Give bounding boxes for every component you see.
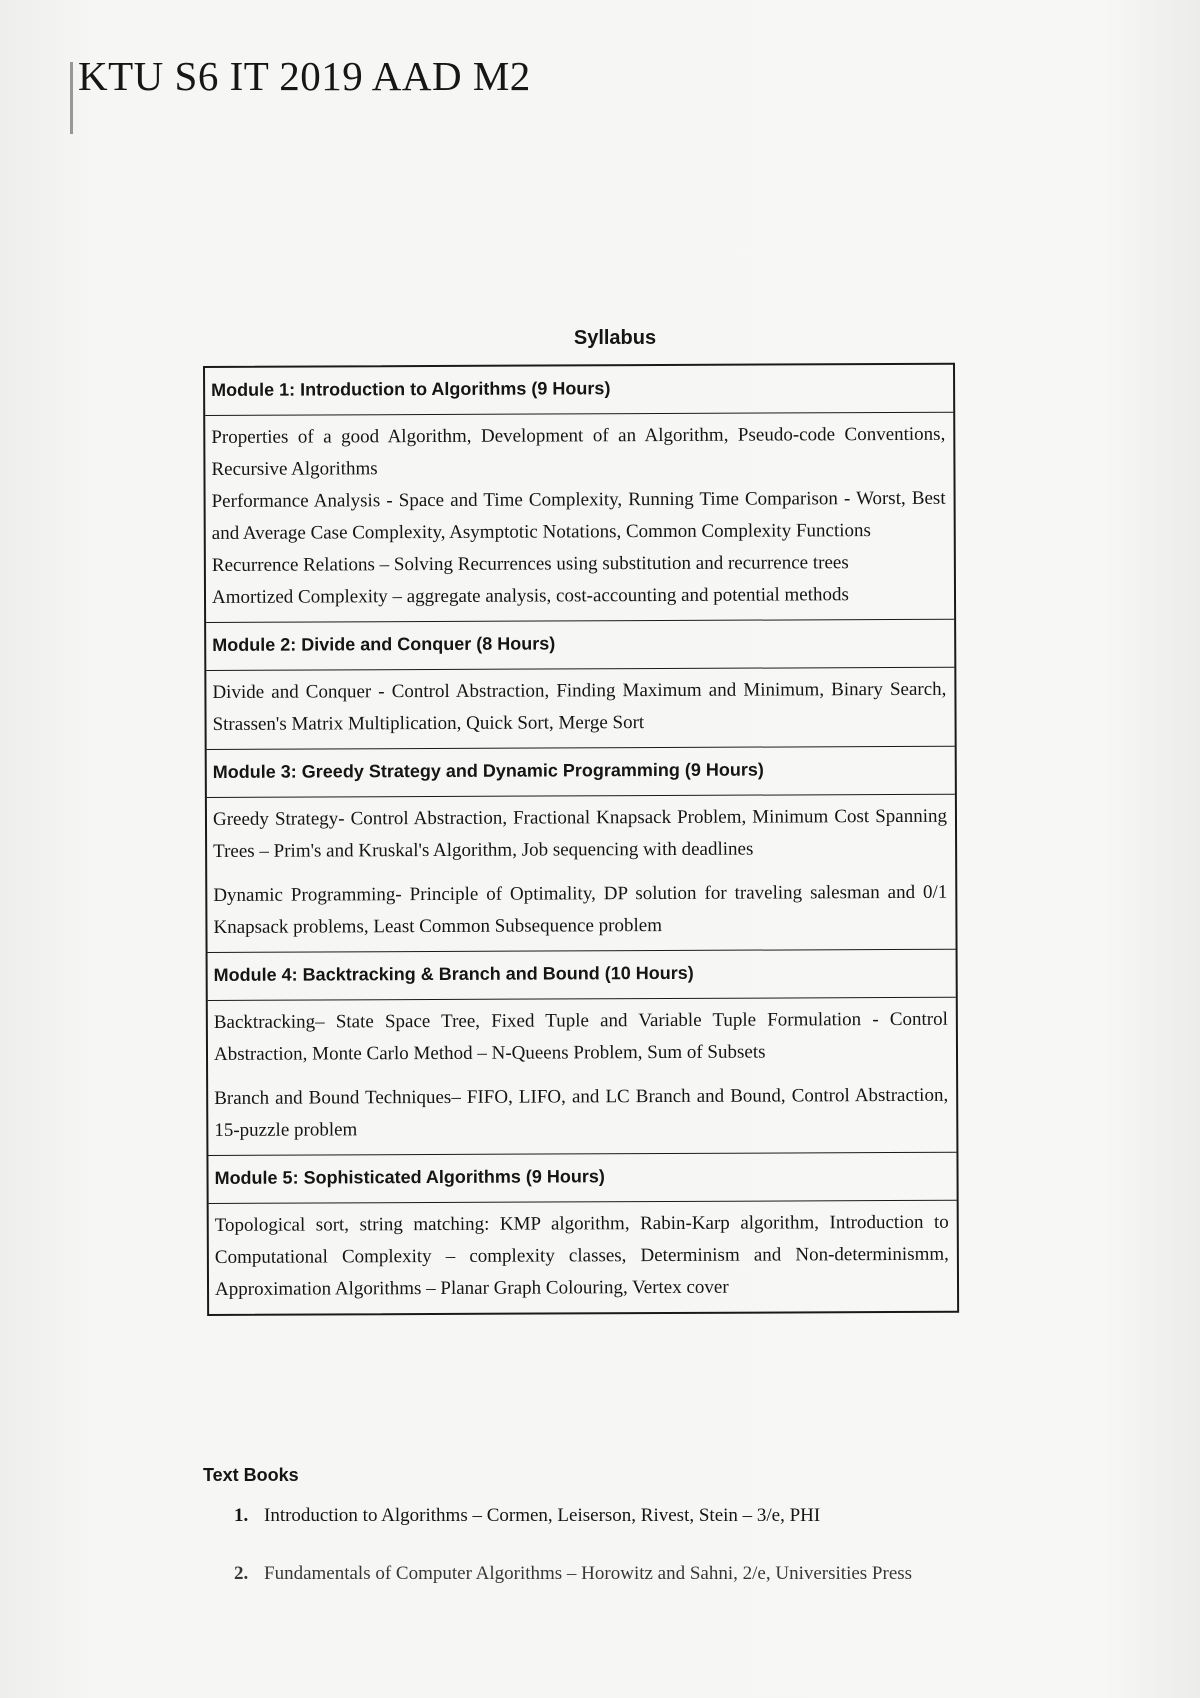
module-4-paragraph: Backtracking– State Space Tree, Fixed Tuple and Variable Tuple Formulation - Control Abstraction, Monte Carlo Method – N-Queens Problem, Sum of Subsets [213, 1008, 948, 1065]
syllabus-heading: Syllabus [573, 327, 657, 349]
module-1-paragraph: Properties of a good Algorithm, Development of an Algorithm, Pseudo-code Conventions, Recursive Algorithms [211, 423, 946, 480]
textbook-text: Introduction to Algorithms – Cormen, Leiserson, Rivest, Stein – 3/e, PHI [264, 1505, 821, 1526]
module-2-paragraph: Divide and Conquer - Control Abstraction, Finding Maximum and Minimum, Binary Search, Strassen's Matrix Multiplication, Quick Sort, Merge Sort [212, 678, 947, 735]
module-3-heading: Module 3: Greedy Strategy and Dynamic Programming (9 Hours) [207, 747, 955, 798]
textbook-number: 1. [234, 1505, 249, 1526]
module-5-paragraph: Topological sort, string matching: KMP algorithm, Rabin-Karp algorithm, Introduction to Computational Complexity – complexity classes, Determinism and Non-determinismm, Approximation Algorithms – Planar Graph Colouring, Vertex cover [214, 1211, 949, 1300]
module-1-paragraph: Recurrence Relations – Solving Recurrences using substitution and recurrence trees [211, 552, 849, 576]
syllabus-table [203, 363, 959, 1316]
textbook-text: Fundamentals of Computer Algorithms – Horowitz and Sahni, 2/e, Universities Press [264, 1563, 913, 1584]
textbook-number: 2. [234, 1563, 249, 1584]
module-2-content [206, 668, 954, 750]
textbook-item [234, 1500, 912, 1558]
module-1-heading: Module 1: Introduction to Algorithms (9 Hours) [205, 365, 953, 416]
module-1-content [205, 413, 954, 623]
module-3-paragraph: Dynamic Programming- Principle of Optimality, DP solution for traveling salesman and 0/1 Knapsack problems, Least Common Subsequence problem [213, 881, 948, 938]
module-5-content [209, 1201, 957, 1314]
module-3-content [207, 795, 956, 953]
document-title: KTU S6 IT 2019 AAD M2 [78, 53, 531, 99]
module-1-paragraph: Amortized Complexity – aggregate analysis, cost-accounting and potential methods [211, 584, 849, 608]
textbooks-heading: Text Books [203, 1465, 299, 1485]
textbook-item [234, 1558, 912, 1616]
module-3-paragraph: Greedy Strategy- Control Abstraction, Fractional Knapsack Problem, Minimum Cost Spanning Trees – Prim's and Kruskal's Algorithm, Job sequencing with deadlines [212, 805, 948, 862]
module-2-heading: Module 2: Divide and Conquer (8 Hours) [206, 620, 954, 671]
module-5-heading: Module 5: Sophisticated Algorithms (9 Hours) [208, 1153, 956, 1204]
module-1-paragraph: Performance Analysis - Space and Time Complexity, Running Time Comparison - Worst, Best and Average Case Complexity, Asymptotic Notations, Common Complexity Functions [211, 487, 946, 544]
module-4-heading: Module 4: Backtracking & Branch and Bound (10 Hours) [208, 950, 956, 1001]
module-4-content [208, 998, 957, 1156]
scan-edge-mark [70, 62, 73, 134]
module-4-paragraph: Branch and Bound Techniques– FIFO, LIFO, and LC Branch and Bound, Control Abstraction, 15-puzzle problem [214, 1084, 949, 1141]
textbook-list [234, 1500, 912, 1616]
